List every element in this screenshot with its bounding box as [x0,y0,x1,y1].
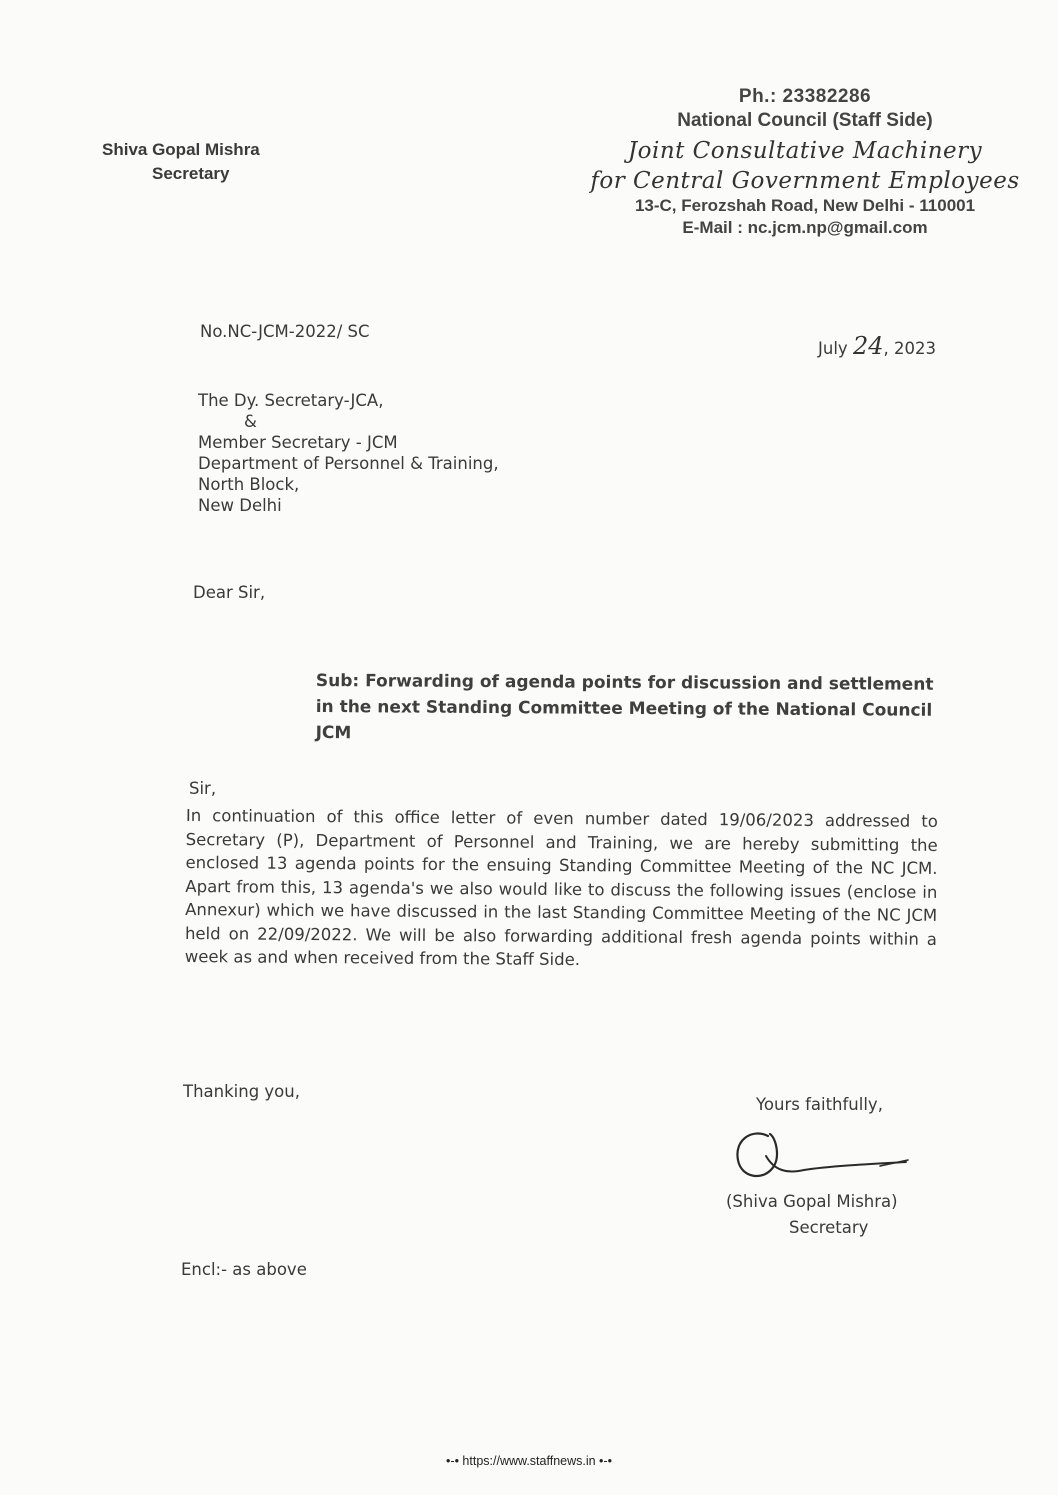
addressee-block [198,390,499,516]
letterhead-script-line1: Joint Consultative Machinery [627,138,983,164]
signatory-designation: Secretary [789,1218,869,1237]
addressee-line: New Delhi [198,496,282,515]
date-year: , 2023 [883,339,936,358]
thanks-line: Thanking you, [183,1082,300,1101]
sender-designation: Secretary [152,164,230,183]
letterhead [590,86,1020,238]
addressee-line: Department of Personnel & Training, [198,454,499,473]
addressee-line: & [244,412,257,431]
addressee-line: The Dy. Secretary-JCA, [198,391,384,410]
salutation: Dear Sir, [193,583,266,602]
letter-date [818,332,936,360]
signatory-name: (Shiva Gopal Mishra) [726,1192,898,1211]
addressee-line: North Block, [198,475,300,494]
letterhead-email: E-Mail : nc.jcm.np@gmail.com [682,218,928,237]
date-day-handwritten: 24 [852,332,884,360]
letterhead-address: 13-C, Ferozshah Road, New Delhi - 110001 [634,196,976,215]
subject-line: Sub: Forwarding of agenda points for discussion and settlement in the next Standing Committee Meeting of the National Council JCM [315,670,934,744]
reference-number: No.NC-JCM-2022/ SC [200,322,370,341]
footer-url: •-• https://www.staffnews.in •-• [446,1454,612,1468]
body-paragraph: In continuation of this office letter of even number dated 19/06/2023 addressed to Secretary (P), Department of Personnel and Training, we are hereby submitting the enclosed 13 agenda points for the ensuing Standing Committee Meeting of the NC JCM. Apart from this, 13 agenda's we also would like to discuss the following issues (enclose in Annexur) which we have discussed in the last Standing Committee Meeting of the NC JCM held on 22/09/2022. We will be also forwarding additional fresh agenda points within a week as and when received from the Staff Side. [184,805,938,970]
date-month: July [818,339,848,358]
sender-block [102,138,260,186]
signature-image [730,1126,920,1190]
addressee-line: Member Secretary - JCM [198,433,398,452]
enclosure-note: Encl:- as above [181,1260,307,1279]
letterhead-council: National Council (Staff Side) [677,110,933,131]
closing-line: Yours faithfully, [756,1095,883,1114]
sir-salutation: Sir, [189,779,217,798]
letterhead-script-line2: for Central Government Employees [590,168,1020,194]
letterhead-phone: Ph.: 23382286 [738,86,872,107]
sender-name: Shiva Gopal Mishra [102,140,260,159]
